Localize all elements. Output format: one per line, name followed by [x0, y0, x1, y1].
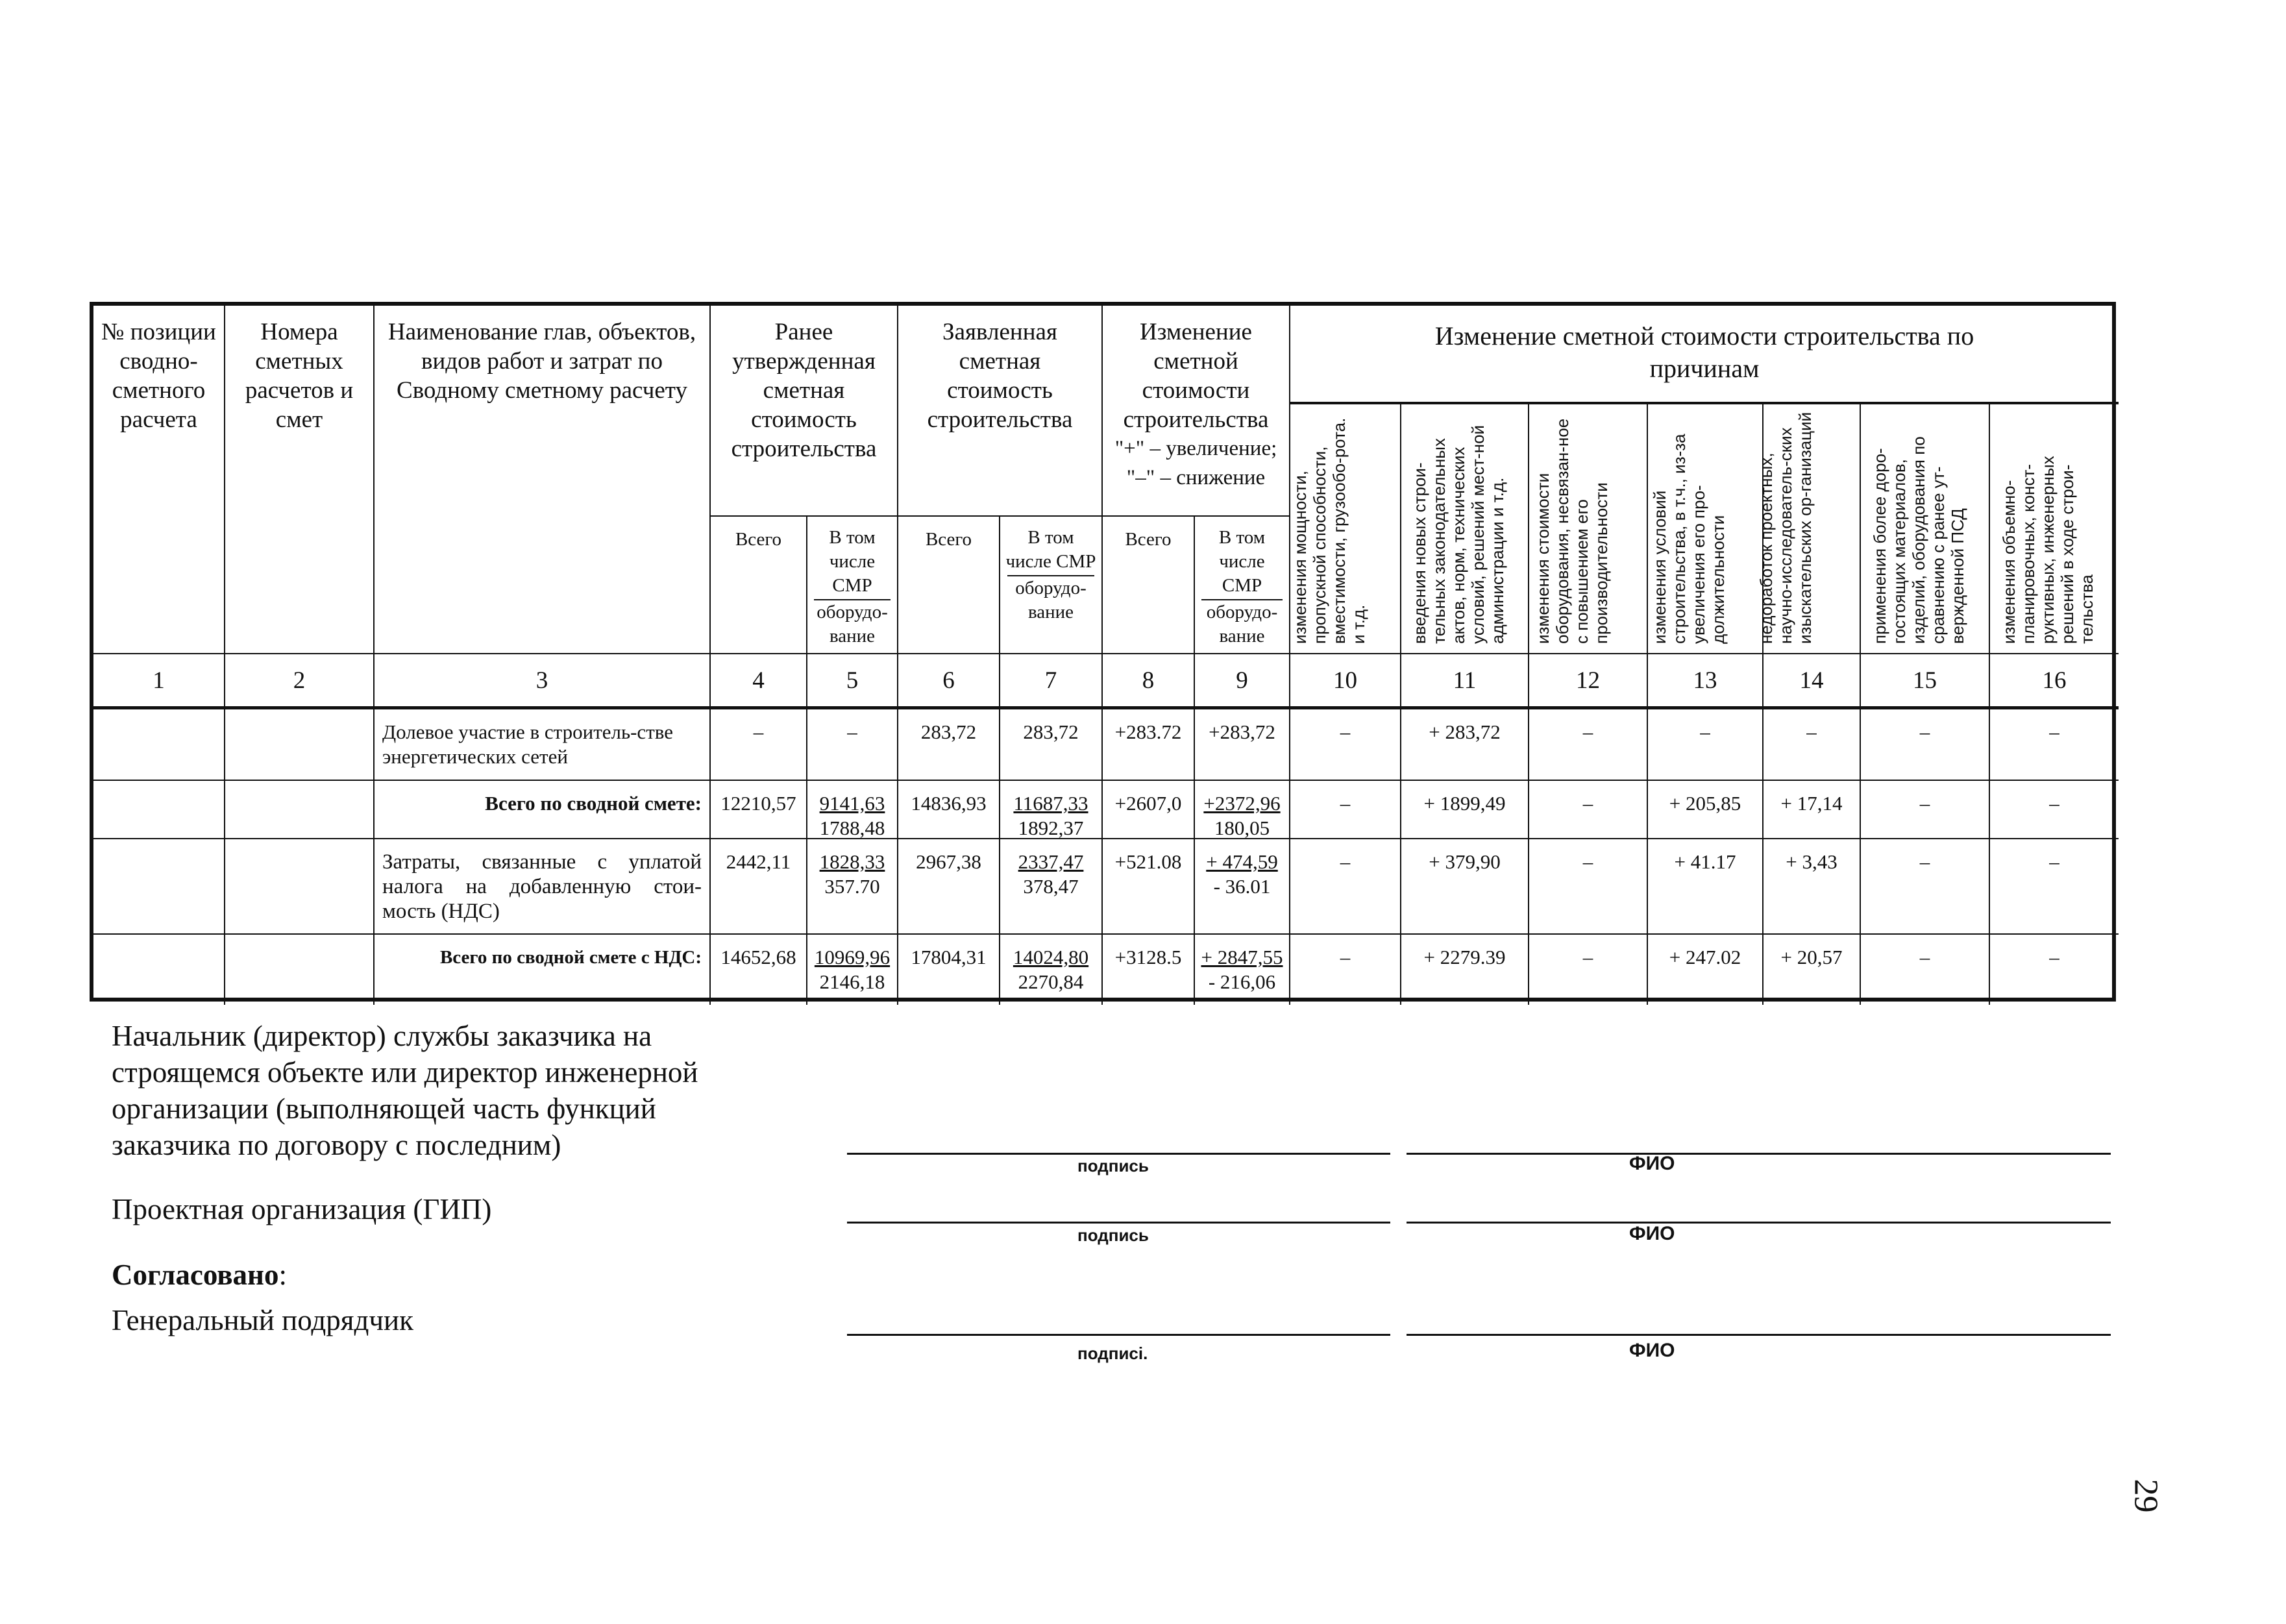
header-reason-new-norms-text: введения новых строи-тельных законодательных актов, норм, технических условий, решений мест-ной администрации и т.д. [1409, 424, 1507, 644]
header-declared-total: Всего [898, 517, 1000, 654]
header-reason-planning-text: изменения объемно-планировочных, конст-руктивных, инженерных решений в ходе строи-тельства [1999, 456, 2096, 644]
director-line-3: организации (выполняющей часть функций [112, 1092, 656, 1125]
table-row-3-c6: 17804,31 [898, 935, 1000, 1005]
table-row-1-c9-smr: +2372,96 [1203, 792, 1281, 815]
header-change-incl [1195, 517, 1290, 654]
column-number: 4 [711, 654, 807, 709]
header-approved-incl-smr: В том числе СМР [829, 527, 876, 596]
table-row-1-c10: – [1290, 781, 1401, 839]
table-row-2-c16: – [1990, 839, 2119, 935]
header-approved-cost: Ранее утвержденная сметная стоимость строительства [711, 306, 898, 517]
table-row-0-c8: +283.72 [1103, 709, 1195, 781]
table-row-3-c5-equipment: 2146,18 [819, 970, 885, 993]
table-row-0-position [93, 709, 225, 781]
contractor-label: Генеральный подрядчик [112, 1304, 413, 1336]
header-approved-incl [807, 517, 898, 654]
header-cost-change-title: Изменение сметной стоимости строительства [1123, 319, 1269, 433]
table-row-3-c16: – [2049, 946, 2059, 968]
table-row-0-c15: – [1861, 709, 1990, 781]
header-reason-equipment-text: изменения стоимости оборудования, несвязан-ное с повышением его производительности [1532, 418, 1611, 644]
header-declared-incl-equipment: оборудо-вание [1015, 578, 1087, 622]
table-row-2-position [93, 839, 225, 935]
header-chapter-names: Наименование глав, объектов, видов работ и затрат по Сводному сметному расчету [375, 306, 711, 654]
signature-line [847, 1334, 1390, 1336]
table-row-0-estimate [225, 709, 375, 781]
table-row-2-c7 [1000, 839, 1103, 935]
column-number: 15 [1861, 654, 1990, 709]
director-title [112, 1018, 698, 1163]
table-row-1-c5-smr: 9141,63 [819, 792, 885, 815]
header-change-incl-equipment: оборудо-вание [1206, 602, 1278, 646]
table-row-3-c9-equipment: - 216,06 [1208, 970, 1276, 993]
table-row-1-c4: 12210,57 [711, 781, 807, 839]
fio-caption: ФИО [1629, 1340, 1675, 1361]
table-row-2-c5-smr: 1828,33 [819, 850, 885, 873]
table-row-1-c8: +2607,0 [1103, 781, 1195, 839]
signature-caption: подпись [1077, 1225, 1149, 1245]
signature-line [847, 1222, 1390, 1224]
estimate-change-table [90, 302, 2116, 1002]
table-row-2-c12: – [1529, 839, 1648, 935]
director-line-1: Начальник (директор) службы заказчика на [112, 1020, 652, 1052]
table-row-0-c6: 283,72 [898, 709, 1000, 781]
table-row-3-c7 [1000, 935, 1103, 1005]
table-row-3-c5 [807, 935, 898, 1005]
header-reason-materials-text: применения более доро-гостоящих материалов, изделий, оборудования по сравнению с ранее ут-вержденной ПСД [1869, 436, 1967, 644]
table-row-0-c5: – [807, 709, 898, 781]
table-row-0-name: Долевое участие в строитель-стве энергетических сетей [375, 709, 711, 781]
table-row-3-c10: – [1290, 935, 1401, 1005]
header-position-number: № позиции сводно-сметного расчета [93, 306, 225, 654]
table-row-2-c10: – [1290, 839, 1401, 935]
column-number: 12 [1529, 654, 1648, 709]
agreed-label [112, 1257, 287, 1293]
table-row-3-c12: – [1529, 935, 1648, 1005]
header-declared-cost: Заявленная сметная стоимость строительства [898, 306, 1103, 517]
header-reason-design-flaws-text: недоработок проектных, научно-исследователь-ских изыскательских ор-ганизаций [1756, 412, 1815, 644]
table-row-3-c7-smr: 14024,80 [1013, 946, 1089, 968]
table-row-1-c16: – [1990, 781, 2119, 839]
header-reason-equipment [1529, 403, 1648, 654]
table-row-2-c4: 2442,11 [711, 839, 807, 935]
header-approved-total: Всего [711, 517, 807, 654]
table-row-3-name: Всего по сводной смете с НДС: [375, 935, 711, 1005]
table-row-3-c8: +3128.5 [1103, 935, 1195, 1005]
agreed-word: Согласовано [112, 1259, 279, 1291]
table-row-2-name: Затраты, связанные с уплатой налога на добавленную стои-мость (НДС) [375, 839, 711, 935]
header-declared-incl [1000, 517, 1103, 654]
table-row-2-c6: 2967,38 [898, 839, 1000, 935]
table-row-1-c7-smr: 11687,33 [1013, 792, 1088, 815]
table-row-0-c16: – [1990, 709, 2119, 781]
table-row-0-c12: – [1529, 709, 1648, 781]
table-row-0-c11: + 283,72 [1401, 709, 1529, 781]
table-row-3-c9-smr: + 2847,55 [1201, 946, 1283, 968]
table-row-0-c10: – [1290, 709, 1401, 781]
column-number: 6 [898, 654, 1000, 709]
header-reason-capacity [1290, 403, 1401, 654]
column-number: 13 [1648, 654, 1764, 709]
table-row-1-c9 [1195, 781, 1290, 839]
table-row-2-c9 [1195, 839, 1290, 935]
table-row-1-c9-equipment: 180,05 [1214, 817, 1270, 839]
table-row-1-name: Всего по сводной смете: [375, 781, 711, 839]
header-approved-incl-equipment: оборудо-вание [817, 602, 888, 646]
column-number: 14 [1764, 654, 1861, 709]
table-row-3-position [93, 935, 225, 1005]
table-row-2-c5 [807, 839, 898, 935]
column-number: 9 [1195, 654, 1290, 709]
table-row-2-c8: +521.08 [1103, 839, 1195, 935]
table-row-3-c11: + 2279.39 [1401, 935, 1529, 1005]
signature-caption: подписi. [1077, 1344, 1148, 1363]
table-row-1-c11: + 1899,49 [1401, 781, 1529, 839]
table-row-2-c7-smr: 2337,47 [1018, 850, 1084, 873]
table-row-1-c14: + 17,14 [1764, 781, 1861, 839]
table-row-2-c15: – [1861, 839, 1990, 935]
header-declared-incl-smr: В том числе СМР [1005, 527, 1096, 572]
table-row-2-estimate [225, 839, 375, 935]
header-reason-materials [1861, 403, 1990, 654]
table-row-2-c7-equipment: 378,47 [1023, 875, 1079, 898]
header-reasons: Изменение сметной стоимости строительства по причинам [1290, 306, 2119, 403]
table-row-3-c15: – [1861, 935, 1990, 1005]
table-row-3-c9 [1195, 935, 1290, 1005]
signature-line [847, 1153, 1390, 1155]
header-reason-conditions-text: изменения условий строительства, в т.ч., из-за увеличения его про-должительности [1650, 434, 1728, 644]
table-row-1-c15: – [1861, 781, 1990, 839]
table-row-3-estimate [225, 935, 375, 1005]
table-row-1-c12: – [1529, 781, 1648, 839]
header-reason-conditions [1648, 403, 1764, 654]
table-row-3-c4: 14652,68 [711, 935, 807, 1005]
director-line-4: заказчика по договору с последним) [112, 1129, 561, 1161]
table-row-1-position [93, 781, 225, 839]
table-row-2-c13: + 41.17 [1648, 839, 1764, 935]
header-reason-planning [1990, 403, 2119, 654]
header-change-total: Всего [1103, 517, 1195, 654]
table-row-2-c9-smr: + 474,59 [1206, 850, 1278, 873]
fio-caption: ФИО [1629, 1223, 1675, 1244]
table-row-3-c14: + 20,57 [1764, 935, 1861, 1005]
header-cost-change [1103, 306, 1290, 517]
page-number: 29 [2127, 1479, 2165, 1513]
table-row-2-c14: + 3,43 [1764, 839, 1861, 935]
table-row-1-c13: + 205,85 [1648, 781, 1764, 839]
column-number: 11 [1401, 654, 1529, 709]
fio-caption: ФИО [1629, 1153, 1675, 1174]
fio-line [1407, 1222, 2111, 1224]
header-reason-capacity-text: изменения мощности, пропускной способности, вместимости, грузообо-рота. и т.д. [1290, 417, 1368, 644]
fio-line [1407, 1153, 2111, 1155]
table-row-3-c13: + 247.02 [1648, 935, 1764, 1005]
header-estimate-numbers: Номера сметных расчетов и смет [225, 306, 375, 654]
table-row-2-c11: + 379,90 [1401, 839, 1529, 935]
header-cost-change-minus: "–" – снижение [1126, 466, 1266, 489]
column-number: 3 [375, 654, 711, 709]
column-number: 5 [807, 654, 898, 709]
table-row-0-c14: – [1764, 709, 1861, 781]
header-reason-new-norms [1401, 403, 1529, 654]
table-row-1-c5-equipment: 1788,48 [819, 817, 885, 839]
table-row-1-c7-equipment: 1892,37 [1018, 817, 1084, 839]
header-change-incl-smr: В том числе СМР [1218, 527, 1266, 596]
table-row-2-c9-equipment: - 36.01 [1213, 875, 1271, 898]
column-number: 1 [93, 654, 225, 709]
header-cost-change-plus: "+" – увеличение; [1114, 437, 1277, 460]
table-row-1-estimate [225, 781, 375, 839]
table-row-2-c5-equipment: 357.70 [824, 875, 880, 898]
table-row-0-c9: +283,72 [1195, 709, 1290, 781]
column-number: 2 [225, 654, 375, 709]
table-row-3-c5-smr: 10969,96 [814, 946, 891, 968]
column-number: 10 [1290, 654, 1401, 709]
project-org-label: Проектная организация (ГИП) [112, 1193, 492, 1225]
agreed-colon: : [278, 1259, 287, 1291]
table-row-1-c6: 14836,93 [898, 781, 1000, 839]
table-row-0-c7: 283,72 [1000, 709, 1103, 781]
table-row-0-c13: – [1648, 709, 1764, 781]
table-row-1-c7 [1000, 781, 1103, 839]
table-row-0-c4: – [711, 709, 807, 781]
header-reason-design-flaws [1756, 403, 1861, 654]
column-number: 8 [1103, 654, 1195, 709]
column-number: 16 [1990, 654, 2119, 709]
director-line-2: строящемся объекте или директор инженерной [112, 1056, 698, 1089]
table-row-3-c7-equipment: 2270,84 [1018, 970, 1084, 993]
signature-caption: подпись [1077, 1156, 1149, 1175]
table-row-1-c5 [807, 781, 898, 839]
fio-line [1407, 1334, 2111, 1336]
column-number: 7 [1000, 654, 1103, 709]
